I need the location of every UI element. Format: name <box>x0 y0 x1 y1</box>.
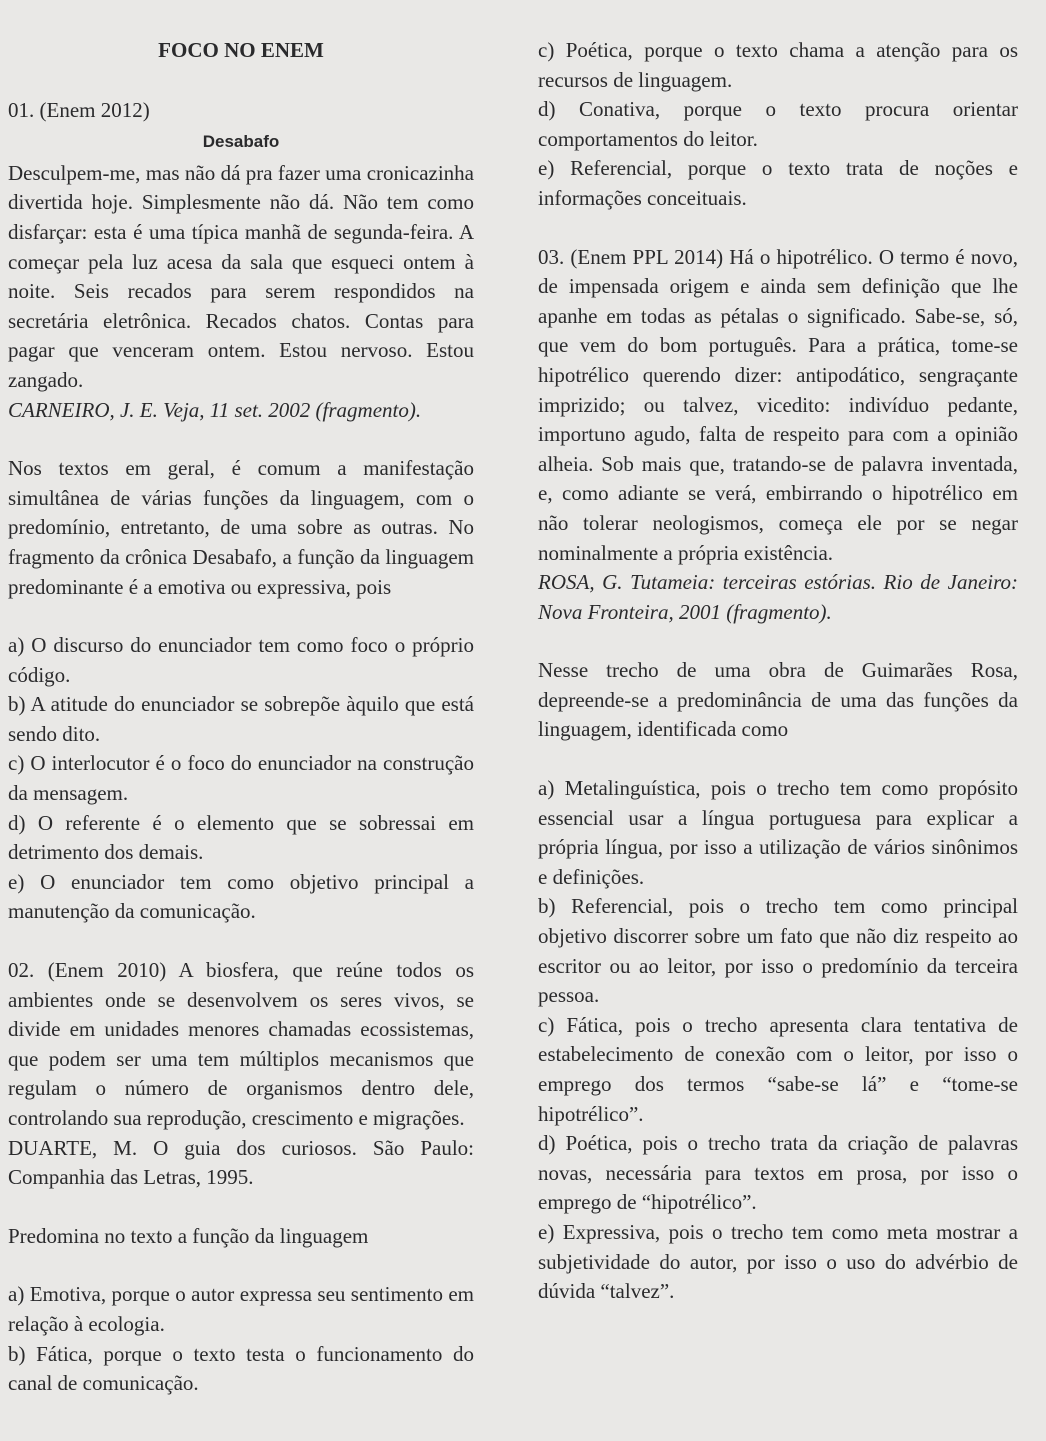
q3-passage: 03. (Enem PPL 2014) Há o hipotrélico. O termo é novo, de impensada origem e ainda sem definição que lhe apanhe em todas as pétalas o significado. Sabe-se, só, que vem do bom português. Para a prática, tome-se hipotrélico querendo dizer: antipodático, sengraçante imprizido; ou talvez, vicedito: indivíduo pedante, importuno agudo, falta de respeito para com a opinião alheia. Sob mais que, tratando-se de palavra inventada, e, como adiante se verá, embirrando o hipotrélico em não tolerar neologismos, começa ele por se negar nominalmente a própria existência. <box>538 244 1018 565</box>
right-column <box>538 36 1018 1307</box>
q1-option-b[interactable]: b) A atitude do enunciador se sobrepõe àquilo que está sendo dito. <box>8 692 474 746</box>
q2-option-e[interactable]: e) Referencial, porque o texto trata de noções e informações conceituais. <box>538 156 1018 210</box>
q3-source: ROSA, G. Tutameia: terceiras estórias. Rio de Janeiro: Nova Fronteira, 2001 (fragmento). <box>538 570 1018 624</box>
q1-passage: Desculpem-me, mas não dá pra fazer uma cronicazinha divertida hoje. Simplesmente não dá. Não tem como disfarçar: esta é uma típica manhã de segunda-feira. A começar pela luz acesa da sala que esqueci ontem à noite. Seis recados para serem respondidos na secretária eletrônica. Recados chatos. Contas para pagar que venceram ontem. Estou nervoso. Estou zangado. <box>8 160 474 392</box>
q3-option-b[interactable]: b) Referencial, pois o trecho tem como principal objetivo discorrer sobre um fato que não diz respeito ao escritor ou ao leitor, por isso o predomínio da terceira pessoa. <box>538 894 1018 1008</box>
q1-text-title: Desabafo <box>202 132 280 152</box>
q1-option-d[interactable]: d) O referente é o elemento que se sobressai em detrimento dos demais. <box>8 810 474 865</box>
q2-option-c[interactable]: c) Poética, porque o texto chama a atenção para os recursos de linguagem. <box>538 38 1018 92</box>
q1-option-c[interactable]: c) O interlocutor é o foco do enunciador na construção da mensagem. <box>8 751 474 806</box>
q3-option-a[interactable]: a) Metalinguística, pois o trecho tem como propósito essencial usar a língua portuguesa para explicar a própria língua, por isso a utilização de vários sinônimos e definições. <box>538 776 1018 889</box>
q1-source: CARNEIRO, J. E. Veja, 11 set. 2002 (fragmento). <box>8 397 422 422</box>
q1-prompt: Nos textos em geral, é comum a manifestação simultânea de várias funções da linguagem, com o predomínio, entretanto, de uma sobre as outras. No fragmento da crônica Desabafo, a função da linguagem predominante é a emotiva ou expressiva, pois <box>8 456 474 599</box>
q3-prompt: Nesse trecho de uma obra de Guimarães Rosa, depreende-se a predominância de uma das funções da linguagem, identificada como <box>538 658 1018 742</box>
q3-option-e[interactable]: e) Expressiva, pois o trecho tem como meta mostrar a subjetividade do autor, por isso o uso do advérbio de dúvida “talvez”. <box>538 1219 1018 1304</box>
q2-option-b[interactable]: b) Fática, porque o texto testa o funcionamento do canal de comunicação. <box>8 1341 474 1396</box>
q2-passage: 02. (Enem 2010) A biosfera, que reúne todos os ambientes onde se desenvolvem os seres vivos, se divide em unidades menores chamadas ecossistemas, que podem ser uma tem múltiplos mecanismos que regulam o número de organismos dentro dele, controlando sua reprodução, crescimento e migrações. <box>8 958 474 1130</box>
q3-option-c[interactable]: c) Fática, pois o trecho apresenta clara tentativa de estabelecimento de conexão com o leitor, por isso o emprego dos termos “sabe-se lá” e “tome-se hipotrélico”. <box>538 1012 1018 1126</box>
q1-header: 01. (Enem 2012) <box>8 97 150 122</box>
q2-source: DUARTE, M. O guia dos curiosos. São Paulo: Companhia das Letras, 1995. <box>8 1135 474 1190</box>
left-column <box>8 36 474 1399</box>
page-title: FOCO NO ENEM <box>158 38 324 62</box>
q2-prompt: Predomina no texto a função da linguagem <box>8 1223 369 1248</box>
q1-option-a[interactable]: a) O discurso do enunciador tem como foco o próprio código. <box>8 633 474 687</box>
q3-option-d[interactable]: d) Poética, pois o trecho trata da criação de palavras novas, necessária para textos em prosa, por isso o emprego de “hipotrélico”. <box>538 1131 1018 1215</box>
q2-option-a[interactable]: a) Emotiva, porque o autor expressa seu sentimento em relação à ecologia. <box>8 1282 474 1336</box>
q1-option-e[interactable]: e) O enunciador tem como objetivo principal a manutenção da comunicação. <box>8 869 474 924</box>
q2-option-d[interactable]: d) Conativa, porque o texto procura orientar comportamentos do leitor. <box>538 97 1018 151</box>
